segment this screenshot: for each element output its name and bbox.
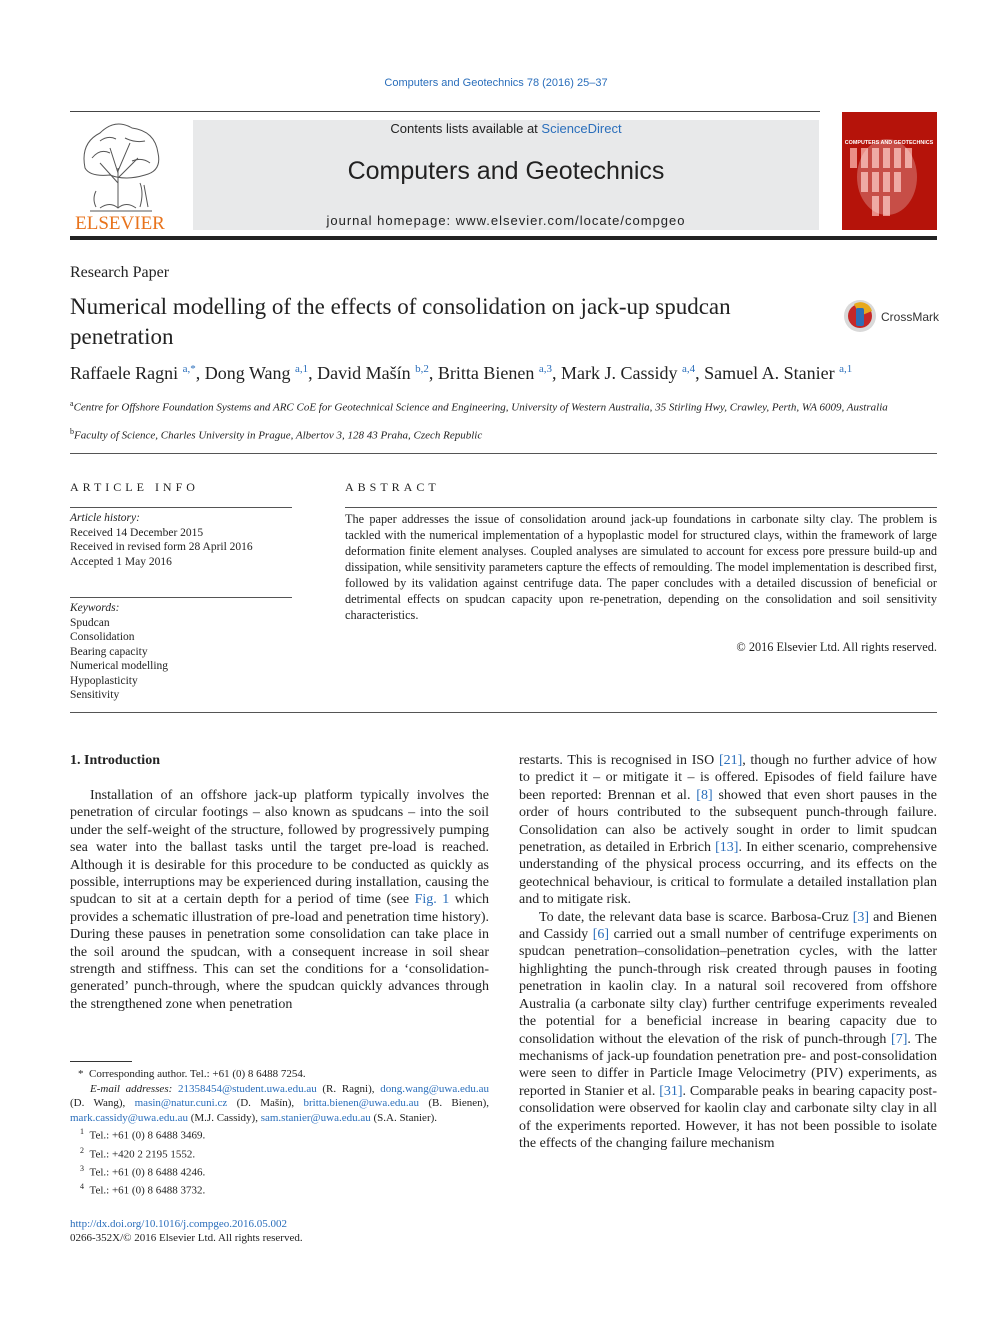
affiliation-b-marker: b	[70, 427, 74, 436]
footnote-text: Tel.: +420 2 2195 1552.	[84, 1148, 196, 1161]
citation-link[interactable]: [8]	[696, 787, 713, 803]
keywords-label: Keywords:	[70, 602, 120, 614]
homepage-url[interactable]: www.elsevier.com/locate/compgeo	[455, 213, 686, 228]
publisher-name: ELSEVIER	[75, 213, 165, 233]
footnote-item	[70, 1162, 489, 1180]
citation-link[interactable]: [21]	[718, 753, 743, 768]
left-column	[70, 787, 489, 1013]
body-text: which provides a schematic illustration of pre-load and penetration time history). During these pauses in penetration some consolidation can take place in the soil around the spudcan, with a consequent increase in soil shear strength and stiffness. This can set the conditions for a ‘consolidation-generated’ punch-through, where the spudcan quickly advances through the strengthened zone when penetration	[70, 892, 489, 1012]
affiliation-rule	[70, 453, 937, 454]
elsevier-tree-icon	[70, 113, 170, 233]
section-heading-introduction: 1. Introduction	[70, 753, 160, 768]
footnote-number: 4	[80, 1182, 84, 1192]
body-text: . Comparable peaks in bearing capacity post-consolidation were observed for kaolin clay and carbonate silty clay in all of the experiments reported. However, it has not been possible to isolate the effects of the changing failure mechanism	[519, 1083, 937, 1151]
intro-paragraph-2	[519, 909, 937, 1153]
author-name: Raffaele Ragni	[70, 363, 179, 383]
crossmark-label: CrossMark	[881, 310, 940, 324]
email-link[interactable]: masin@natur.cuni.cz	[134, 1097, 228, 1110]
email-addresses	[70, 1082, 489, 1126]
abstract-copyright: © 2016 Elsevier Ltd. All rights reserved.	[736, 640, 937, 654]
abstract-heading: ABSTRACT	[345, 480, 440, 494]
email-owner: (M.J. Cassidy),	[187, 1111, 261, 1124]
masthead-rule	[70, 236, 937, 240]
keywords-rule	[70, 597, 292, 598]
keyword: Hypoplasticity	[70, 674, 138, 687]
footnote-item	[70, 1125, 489, 1143]
crossmark-icon	[843, 298, 941, 334]
abstract-rule	[345, 507, 937, 508]
email-link[interactable]: dong.wang@uwa.edu.au	[380, 1082, 489, 1095]
citation-link[interactable]: [6]	[592, 927, 610, 943]
history-label: Article history:	[70, 512, 140, 524]
article-info-heading: ARTICLE INFO	[70, 480, 199, 494]
abstract-text: The paper addresses the issue of consolidation around jack-up foundations in carbonate silty clay. The problem is tackled with the numerical implementation of a hypoplastic model for structured clays, within the framework of large deformation finite element analyses. Coupled analyses are simulated to account for excess pore pressure build-up and dissipation, while sensitivity parameters capture the effects of remoulding. The model implementation is described first, followed by its validation against centrifuge data. The paper concludes with a detailed discussion of beneficial or detrimental effects on spudcan capacity upon re-penetration, depending on the consolidation and soil sensitivity characteristics.	[345, 512, 937, 622]
footnote-number: 2	[80, 1145, 84, 1155]
email-link[interactable]: britta.bienen@uwa.edu.au	[303, 1097, 420, 1110]
affiliation-a	[70, 397, 930, 415]
header-rule	[70, 111, 820, 112]
history-received: Received 14 December 2015	[70, 526, 204, 539]
keyword: Sensitivity	[70, 689, 120, 701]
keyword: Spudcan	[70, 616, 110, 629]
author-affiliation-marker[interactable]: a,3	[538, 363, 552, 375]
article-type: Research Paper	[70, 264, 170, 281]
contents-line	[193, 121, 819, 136]
email-owner: (D. Mašín),	[227, 1097, 304, 1110]
history-revised: Received in revised form 28 April 2016	[70, 541, 253, 553]
elsevier-logo	[70, 113, 170, 233]
email-link[interactable]: sam.stanier@uwa.edu.au	[260, 1111, 371, 1124]
author-affiliation-marker[interactable]: a,1	[294, 363, 309, 375]
email-link[interactable]: 21358454@student.uwa.edu.au	[177, 1082, 317, 1095]
contents-prefix: Contents lists available at	[390, 121, 542, 136]
author-name: Samuel A. Stanier	[704, 363, 835, 383]
email-owner: (S.A. Stanier).	[370, 1111, 438, 1124]
history-accepted: Accepted 1 May 2016	[70, 555, 172, 568]
keyword: Numerical modelling	[70, 660, 169, 672]
cover-title: COMPUTERS AND GEOTECHNICS	[844, 140, 934, 146]
footnote-item	[70, 1180, 489, 1198]
homepage-prefix: journal homepage:	[326, 213, 456, 228]
footnote-text: Tel.: +61 (0) 8 6488 3732.	[84, 1184, 206, 1197]
body-text: and Bienen and Cassidy	[519, 909, 938, 943]
journal-homepage	[193, 213, 819, 228]
body-text: carried out a small number of centrifuge experiments on spudcan penetration–consolidation–penetration cycles, with the latter highlighting the punch-through risk created through pauses in footing penetration in kaolin clay. In a natural soil recovered from offshore Australia (a carbonate silty clay) further centrifuge experiments revealed the potential for a beneficial increase in bearing capacity due to consolidation without the elevation of the risk of punch-through	[519, 927, 937, 1047]
body-text: , though no further advice of how to predict it – or mitigate it – is offered. Episodes of field failure have been reported: Brennan et al.	[519, 753, 937, 803]
email-owner: (D. Wang),	[70, 1097, 135, 1110]
footnote-item	[70, 1144, 489, 1162]
footnote-number: 1	[80, 1127, 84, 1137]
footnote-rule	[70, 1061, 132, 1062]
body-text: . In either scenario, comprehensive understanding of the physical process occurring, and its effects on the geotechnical behaviour, is critical to formulate a detailed installation plan and to mitigate risk.	[519, 840, 937, 908]
author-name: David Mašín	[317, 363, 411, 383]
sciencedirect-link[interactable]: ScienceDirect	[541, 121, 622, 136]
journal-title: Computers and Geotechnics	[347, 157, 665, 185]
author-affiliation-marker[interactable]: b,2	[415, 363, 429, 375]
citation-link[interactable]: [13]	[715, 840, 739, 856]
corresponding-author-note	[70, 1067, 489, 1082]
numbered-footnotes	[70, 1125, 489, 1198]
keywords-block	[70, 601, 292, 703]
author-affiliation-marker[interactable]: a,4	[682, 363, 696, 375]
author-name: Britta Bienen	[437, 363, 535, 383]
affiliation-a-marker: a	[70, 399, 74, 408]
abstract-bottom-rule	[70, 712, 937, 713]
body-text: Installation of an offshore jack-up platform typically involves the penetration of circular footings – also known as spudcans – into the soil under the self-weight of the structure, followed by progressively pumping sea water into the ballast tasks until the target pre-load is reached. Although it is desirable for this procedure to be conducted as quickly as possible, interruptions may be experienced during installation, causing the spudcan to sit at a certain depth for a period of time (see	[70, 788, 489, 908]
doi-link[interactable]: http://dx.doi.org/10.1016/j.compgeo.2016.05.002	[70, 1218, 288, 1230]
page-footer	[70, 1217, 303, 1245]
article-title: Numerical modelling of the effects of consolidation on jack-up spudcan penetration	[70, 294, 731, 349]
crossmark-badge[interactable]	[843, 298, 941, 334]
body-text: showed that even short pauses in the order of hours contributed to the subsequent punch-through failure. Consolidation can also be actively sought in order to limit spudcan penetration, as detailed in Erbrich	[519, 787, 938, 856]
article-info-rule	[70, 507, 292, 508]
keyword: Consolidation	[70, 631, 135, 643]
body-text: To date, the relevant data base is scarce. Barbosa-Cruz	[539, 909, 853, 925]
article-history	[70, 511, 292, 569]
body-text: . The mechanisms of jack-up foundation penetration pre- and post-consolidation were seen to differ in Particle Image Velocimetry (PIV) experiments, as reported in Stanier et al.	[519, 1031, 938, 1099]
right-column	[519, 752, 937, 1152]
intro-paragraph-1-continued	[519, 752, 937, 909]
journal-reference[interactable]: Computers and Geotechnics 78 (2016) 25–37	[384, 77, 608, 89]
author-name: Dong Wang	[204, 363, 291, 383]
keyword: Bearing capacity	[70, 645, 148, 658]
citation-link[interactable]: [7]	[891, 1031, 908, 1047]
footnote-text: Tel.: +61 (0) 8 6488 4246.	[84, 1166, 206, 1179]
citation-link[interactable]: [3]	[852, 909, 870, 925]
intro-paragraph-1	[70, 787, 489, 1013]
affiliation-b	[70, 425, 930, 443]
body-text: restarts. This is recognised in ISO	[519, 753, 719, 768]
cover-image	[842, 112, 937, 230]
author-name: Mark J. Cassidy	[561, 363, 678, 383]
email-owner: (R. Ragni),	[316, 1082, 381, 1095]
citation-link[interactable]: Fig. 1	[414, 892, 450, 908]
author-affiliation-marker[interactable]: a,1	[839, 363, 853, 375]
email-link[interactable]: mark.cassidy@uwa.edu.au	[70, 1111, 188, 1124]
author-list: Raffaele Ragni $^{a,*}$, Dong Wang $^{a,1}$, David Mašín $^{b,2}$, Britta Bienen $^{a,3}$, Mark J. Cassidy $^{a,4}$, Samuel A. Stanier $^{a,1}$	[70, 363, 853, 383]
email-label: E-mail addresses:	[90, 1082, 178, 1095]
issn-copyright: 0266-352X/© 2016 Elsevier Ltd. All rights reserved.	[70, 1232, 303, 1244]
author-affiliation-marker[interactable]: a,*	[182, 363, 196, 375]
footnote-text: Tel.: +61 (0) 8 6488 3469.	[84, 1130, 206, 1143]
footnotes	[70, 1067, 489, 1198]
footnote-star: *	[78, 1068, 84, 1080]
affiliation-a-text: Centre for Offshore Foundation Systems and ARC CoE for Geotechnical Science and Engineering, University of Western Australia, 35 Stirling Hwy, Crawley, Perth, WA 6009, Australia	[73, 401, 888, 414]
email-owner: (B. Bienen),	[419, 1097, 489, 1110]
citation-link[interactable]: [31]	[659, 1083, 683, 1099]
corresponding-text: Corresponding author. Tel.: +61 (0) 8 6488 7254.	[89, 1068, 306, 1080]
affiliation-b-text: Faculty of Science, Charles University in Prague, Albertov 3, 128 43 Praha, Czech Republic	[74, 429, 483, 442]
footnote-number: 3	[80, 1163, 84, 1173]
journal-cover[interactable]	[842, 112, 937, 230]
